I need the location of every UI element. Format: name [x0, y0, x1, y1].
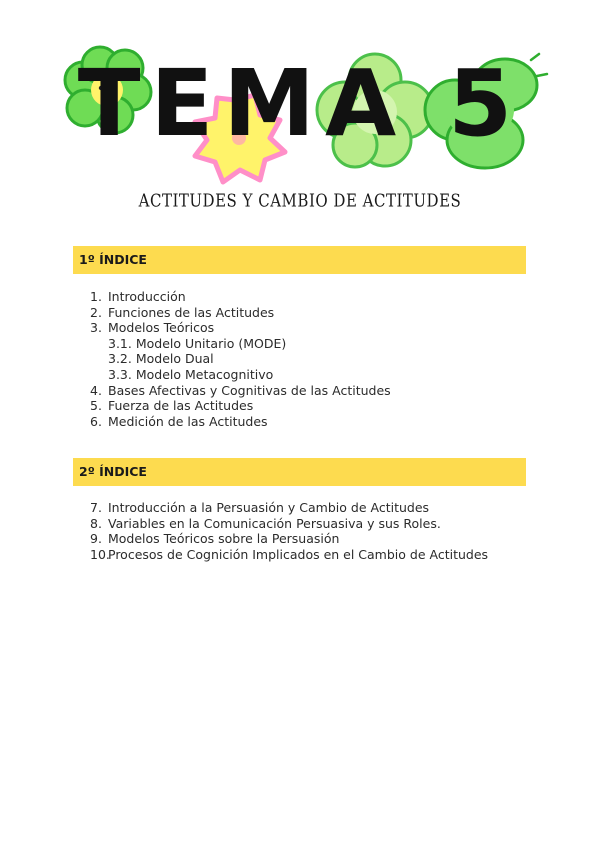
item-text: Funciones de las Actitudes	[108, 304, 275, 320]
list-item	[90, 516, 530, 532]
index-1-heading: 1º ÍNDICE	[73, 246, 526, 274]
item-number: 8.	[90, 515, 102, 531]
item-text: Variables en la Comunicación Persuasiva y sus Roles.	[108, 515, 441, 531]
index-1-list	[90, 289, 530, 429]
list-item	[90, 414, 530, 430]
list-item	[90, 320, 530, 336]
item-number: 4.	[90, 382, 102, 398]
item-text: 3.3. Modelo Metacognitivo	[108, 366, 274, 382]
item-text: Introducción a la Persuasión y Cambio de Actitudes	[108, 500, 430, 515]
page-title: TEMA 5	[77, 50, 523, 157]
item-text: 3.1. Modelo Unitario (MODE)	[108, 335, 287, 351]
index-2-heading: 2º ÍNDICE	[73, 458, 526, 486]
item-text: Introducción	[108, 289, 186, 304]
list-item	[90, 398, 530, 414]
item-text: Modelos Teóricos	[108, 320, 215, 336]
list-item	[90, 305, 530, 321]
item-number: 3.	[90, 320, 102, 336]
item-text: Medición de las Actitudes	[108, 413, 268, 429]
list-subitem	[90, 336, 530, 352]
list-subitem	[90, 351, 530, 367]
item-number: 9.	[90, 531, 102, 547]
list-item	[90, 289, 530, 305]
item-number: 7.	[90, 500, 102, 515]
item-text: 3.2. Modelo Dual	[108, 351, 214, 367]
item-text: Procesos de Cognición Implicados en el Cambio de Actitudes	[108, 546, 489, 562]
item-number: 1.	[90, 289, 102, 304]
item-number: 5.	[90, 398, 102, 414]
item-number: 6.	[90, 413, 102, 429]
page-subtitle: ACTITUDES Y CAMBIO DE ACTITUDES	[138, 190, 462, 212]
list-item	[90, 383, 530, 399]
list-item	[90, 547, 530, 563]
index-2-list	[90, 500, 530, 562]
list-item	[90, 500, 530, 516]
item-text: Modelos Teóricos sobre la Persuasión	[108, 531, 340, 547]
list-item	[90, 531, 530, 547]
item-text: Fuerza de las Actitudes	[108, 398, 254, 414]
item-text: Bases Afectivas y Cognitivas de las Actitudes	[108, 382, 391, 398]
list-subitem	[90, 367, 530, 383]
item-number: 2.	[90, 304, 102, 320]
item-number: 10.	[90, 546, 110, 562]
